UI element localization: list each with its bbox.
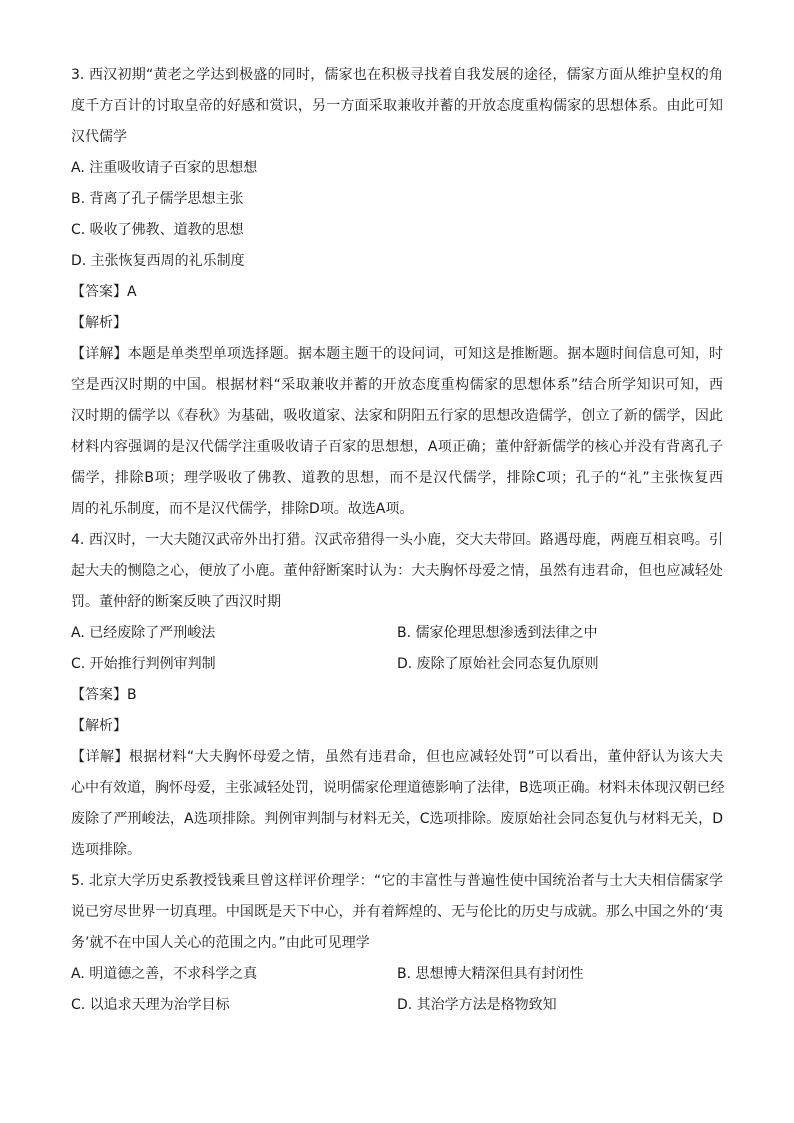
question-3-stem-line-2: 度千方百计的讨取皇帝的好感和赏识，另一方面采取兼收并蓄的开放态度重构儒家的思想体系。由此可知 (71, 98, 723, 114)
document-page (71, 60, 723, 1021)
question-5-option-a: A. 明道德之善，不求科学之真 (71, 966, 258, 982)
question-5-option-d: D. 其治学方法是格物致知 (397, 997, 557, 1013)
question-4-stem-line-3: 罚。董仲舒的断案反映了西汉时期 (71, 594, 281, 610)
question-3-option-b: B. 背离了孔子儒学思想主张 (71, 191, 244, 207)
question-4-options-row-1 (71, 618, 723, 649)
question-4-option-b: B. 儒家伦理思想渗透到法律之中 (397, 625, 598, 641)
question-5 (71, 866, 723, 1021)
question-4-detail-line-4: 选项排除。 (71, 842, 141, 858)
question-4-analysis-label: 【解析】 (71, 718, 127, 734)
question-5-options-row-2 (71, 990, 723, 1021)
question-3-stem-line-3: 汉代儒学 (71, 129, 127, 145)
question-4-options-row-2 (71, 649, 723, 680)
question-5-option-c: C. 以追求天理为治学目标 (71, 997, 230, 1013)
question-3-option-d: D. 主张恢复西周的礼乐制度 (71, 253, 245, 269)
question-4-stem-line-2: 起大夫的恻隐之心，便放了小鹿。董仲舒断案时认为：大夫胸怀母爱之情，虽然有违君命，但也应减轻处 (71, 563, 723, 579)
question-3-detail-line-6: 周的礼乐制度，而不是汉代儒学，排除D项。故选A项。 (71, 501, 414, 517)
question-4-answer: 【答案】B (71, 687, 137, 703)
question-3-detail-line-4: 材料内容强调的是汉代儒学注重吸收请子百家的思想想，A项正确；董仲舒新儒学的核心并没有背离孔子 (71, 439, 723, 455)
question-3-detail-line-2: 空是西汉时期的中国。根据材料“采取兼收并蓄的开放态度重构儒家的思想体系”结合所学知识可知，西 (71, 377, 723, 393)
question-4-detail-line-2: 心中有效道，胸怀母爱，主张减轻处罚，说明儒家伦理道德影响了法律，B选项正确。材料未体现汉朝已经 (71, 780, 725, 796)
question-3-detail-line-5: 儒学，排除B项；理学吸收了佛教、道教的思想，而不是汉代儒学，排除C项；孔子的“礼”主张恢复西 (71, 470, 723, 486)
question-4 (71, 525, 723, 866)
question-5-stem-line-3: 务’就不在中国人关心的范围之内。”由此可见理学 (71, 935, 370, 951)
question-5-option-b: B. 思想博大精深但具有封闭性 (397, 966, 584, 982)
question-4-option-a: A. 已经废除了严刑峻法 (71, 625, 216, 641)
question-3-option-c: C. 吸收了佛教、道教的思想 (71, 222, 244, 238)
question-4-stem-line-1: 4. 西汉时，一大夫随汉武帝外出打猎。汉武帝猎得一头小鹿，交大夫带回。路遇母鹿，两鹿互相哀鸣。引 (71, 532, 723, 548)
question-3-detail-line-1: 【详解】本题是单类型单项选择题。据本题主题干的设问词，可知这是推断题。据本题时间信息可知，时 (71, 346, 723, 362)
question-3-answer: 【答案】A (71, 284, 137, 300)
question-4-option-d: D. 废除了原始社会同态复仇原则 (397, 656, 599, 672)
question-4-option-c: C. 开始推行判例审判制 (71, 656, 216, 672)
question-3-stem-line-1: 3. 西汉初期“黄老之学达到极盛的同时，儒家也在积极寻找着自我发展的途径，儒家方面从维护皇权的角 (71, 67, 723, 83)
question-3-option-a: A. 注重吸收请子百家的思想想 (71, 160, 258, 176)
question-3 (71, 60, 723, 525)
question-5-stem-line-2: 说已穷尽世界一切真理。中国既是天下中心，并有着辉煌的、无与伦比的历史与成就。那么中国之外的‘夷 (71, 904, 723, 920)
question-4-detail-line-3: 废除了严刑峻法，A选项排除。判例审判制与材料无关，C选项排除。废原始社会同态复仇与材料无关，D (71, 811, 723, 827)
question-3-analysis-label: 【解析】 (71, 315, 127, 331)
question-3-detail-line-3: 汉时期的儒学以《春秋》为基础，吸收道家、法家和阴阳五行家的思想改造儒学，创立了新的儒学，因此 (71, 408, 723, 424)
question-5-options-row-1 (71, 959, 723, 990)
question-5-stem-line-1: 5. 北京大学历史系教授钱乘旦曾这样评价理学：“它的丰富性与普遍性使中国统治者与士大夫相信儒家学 (71, 873, 723, 889)
question-4-detail-line-1: 【详解】根据材料“大夫胸怀母爱之情，虽然有违君命，但也应减轻处罚”可以看出，董仲舒认为该大夫 (71, 749, 723, 765)
